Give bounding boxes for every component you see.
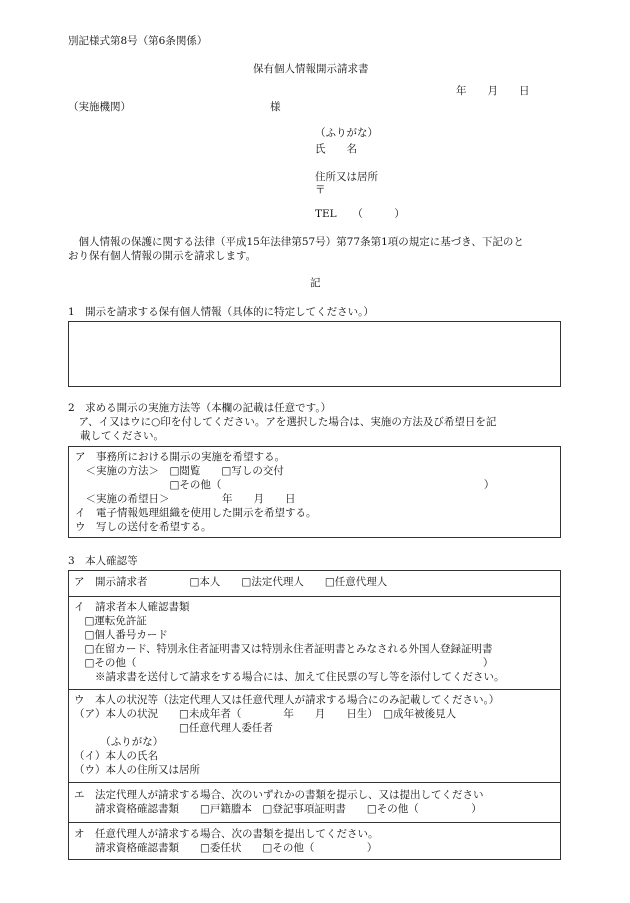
voluntary-agent-heading: オ 任意代理人が請求する場合、次の書類を提出してください。 — [74, 828, 379, 840]
divider — [68, 782, 561, 783]
section2-box — [68, 446, 561, 538]
applicant-furigana: （ふりがな） — [315, 127, 378, 139]
intro-line-1: 個人情報の保護に関する法律（平成15年法律第57号）第77条第1項の規定に基づき、下記のと — [68, 236, 524, 248]
ki-heading: 記 — [310, 277, 321, 289]
section1-heading: 1 開示を請求する保有個人情報（具体的に特定してください。） — [68, 306, 374, 318]
requester-type-row[interactable]: ア 開示請求者 □本人 □法定代理人 □任意代理人 — [74, 576, 388, 588]
intro-line-2: おり保有個人情報の開示を請求します。 — [68, 250, 257, 262]
method-row[interactable]: ＜実施の方法＞ □閲覧 □写しの交付 — [75, 465, 284, 477]
principal-delegator-row[interactable]: □任意代理人委任者 — [74, 722, 273, 734]
principal-furigana: （ふりがな） — [74, 736, 164, 748]
section1-input-box[interactable] — [68, 321, 561, 387]
id-documents-block — [74, 600, 505, 684]
option-a-office[interactable]: ア 事務所における開示の実施を希望する。 — [75, 451, 285, 463]
principal-status-heading: ウ 本人の状況等（法定代理人又は任意代理人が請求する場合にのみ記載してください。） — [74, 694, 500, 706]
date-field[interactable]: 年 月 日 — [456, 85, 530, 97]
divider — [68, 596, 561, 597]
applicant-name[interactable]: 氏 名 — [315, 143, 357, 155]
legal-agent-heading: エ 法定代理人が請求する場合、次のいずれかの書類を提示し、又は提出してください — [74, 789, 484, 801]
checkbox-other-id[interactable]: □その他（ ） — [74, 657, 494, 669]
id-note: ※請求書を送付して請求をする場合には、加えて住民票の写し等を添付してください。 — [74, 671, 505, 683]
divider — [68, 689, 561, 690]
institution-label: （実施機関） — [68, 101, 131, 113]
applicant-tel[interactable]: TEL （ ） — [315, 208, 405, 220]
voluntary-agent-documents-row[interactable]: 請求資格確認書類 □委任状 □その他（ ） — [74, 842, 378, 854]
divider — [68, 822, 561, 823]
postal-mark: 〒 — [315, 184, 326, 196]
principal-address[interactable]: （ウ）本人の住所又は居所 — [74, 764, 200, 776]
option-u-mail[interactable]: ウ 写しの送付を希望する。 — [75, 521, 212, 533]
form-id: 別記様式第8号（第6条関係） — [68, 35, 208, 47]
honorific: 様 — [270, 101, 281, 113]
checkbox-my-number-card[interactable]: □個人番号カード — [74, 629, 168, 641]
legal-agent-block — [74, 788, 484, 816]
section2-heading: 2 求める開示の実施方法等（本欄の記載は任意です。） — [68, 402, 332, 414]
applicant-address[interactable]: 住所又は居所 — [315, 171, 378, 183]
option-i-electronic[interactable]: イ 電子情報処理組織を使用した開示を希望する。 — [75, 507, 317, 519]
section2-note-2: 載してください。 — [80, 430, 164, 442]
id-documents-heading: イ 請求者本人確認書類 — [74, 601, 190, 613]
section2-note-1: ア、イ又はウに○印を付してください。アを選択した場合は、実施の方法及び希望日を記 — [68, 416, 497, 428]
voluntary-agent-block — [74, 827, 379, 855]
section3-heading: 3 本人確認等 — [68, 555, 138, 567]
page-title: 保有個人情報開示請求書 — [253, 63, 369, 75]
principal-status-row[interactable]: （ア）本人の状況 □未成年者（ 年 月 日生） □成年被後見人 — [74, 708, 457, 720]
desired-date-row[interactable]: ＜実施の希望日＞ 年 月 日 — [75, 493, 296, 505]
method-other-row[interactable]: □その他（ ） — [75, 479, 495, 491]
legal-agent-documents-row[interactable]: 請求資格確認書類 □戸籍謄本 □登記事項証明書 □その他（ ） — [74, 803, 482, 815]
checkbox-residence-card[interactable]: □在留カード、特別永住者証明書又は特別永住者証明書とみなされる外国人登録証明書 — [74, 643, 493, 655]
checkbox-drivers-license[interactable]: □運転免許証 — [74, 615, 147, 627]
principal-name[interactable]: （イ）本人の氏名 — [74, 750, 158, 762]
principal-status-block — [74, 693, 499, 777]
